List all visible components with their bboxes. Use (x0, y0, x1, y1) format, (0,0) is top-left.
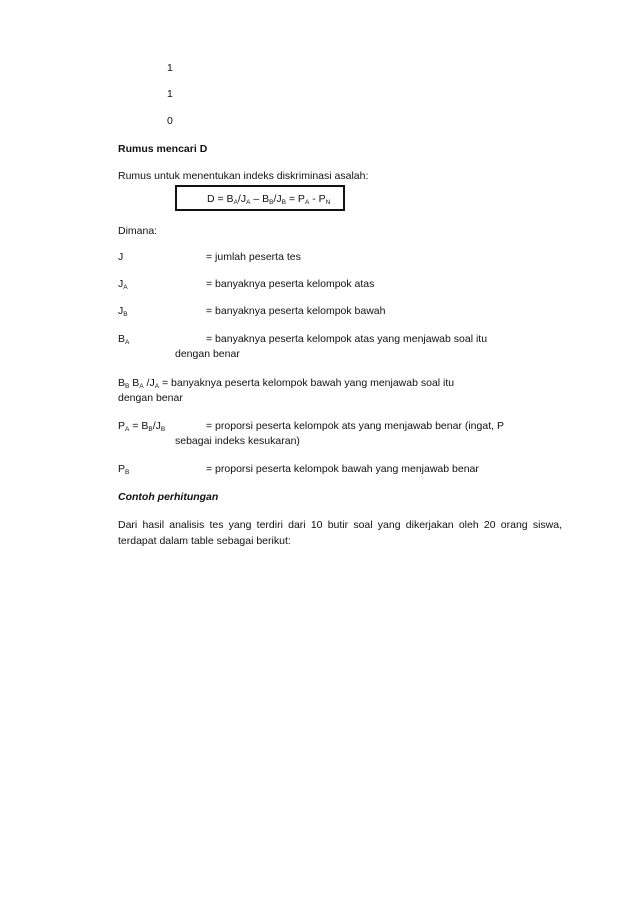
list-value-1: 1 (167, 62, 173, 74)
def-ba-text: = banyaknya peserta kelompok atas yang menjawab soal itu (206, 333, 488, 345)
formula-box (175, 185, 345, 211)
def-pb-term: $P_B$ (118, 463, 130, 476)
list-value-3: 0 (167, 115, 173, 127)
def-pb-text: = proporsi peserta kelompok bawah yang menjawab benar (206, 463, 479, 475)
section-heading: Rumus mencari D (118, 143, 208, 155)
def-j-term: J (118, 251, 124, 263)
def-ja-term: $J_A$ (118, 278, 128, 291)
example-paragraph-line-1: Dari hasil analisis tes yang terdiri dari 10 butir soal yang dikerjakan oleh 20 orang siswa, (118, 519, 562, 531)
def-jb-term: $J_B$ (118, 305, 128, 318)
def-pa-term: $P_A = B_B/J_B$ (118, 420, 166, 433)
def-jb-text: = banyaknya peserta kelompok bawah (206, 305, 386, 317)
example-heading: Contoh perhitungan (118, 491, 219, 503)
def-ba-continuation: dengan benar (175, 348, 240, 360)
def-j-text: = jumlah peserta tes (206, 251, 301, 263)
def-ja-text: = banyaknya peserta kelompok atas (206, 278, 375, 290)
def-ba-term: $B_A$ (118, 333, 130, 346)
dimana-label: Dimana: (118, 225, 158, 237)
def-pa-continuation: sebagai indeks kesukaran) (175, 435, 300, 447)
list-value-2: 1 (167, 88, 173, 100)
def-bb-line: $B_B$ $B_A$ $/J_A$ = banyaknya peserta kelompok bawah yang menjawab soal itu (118, 377, 455, 390)
def-bb-continuation: dengan benar (118, 392, 183, 404)
example-paragraph-line-2: terdapat dalam table sebagai berikut: (118, 535, 291, 547)
def-pa-text: = proporsi peserta kelompok ats yang menjawab benar (ingat, P (206, 420, 504, 432)
intro-text: Rumus untuk menentukan indeks diskriminasi asalah: (118, 170, 369, 182)
formula-text: $D = B_A/J_A - B_B/J_B = P_A - P_N$ (207, 193, 331, 206)
